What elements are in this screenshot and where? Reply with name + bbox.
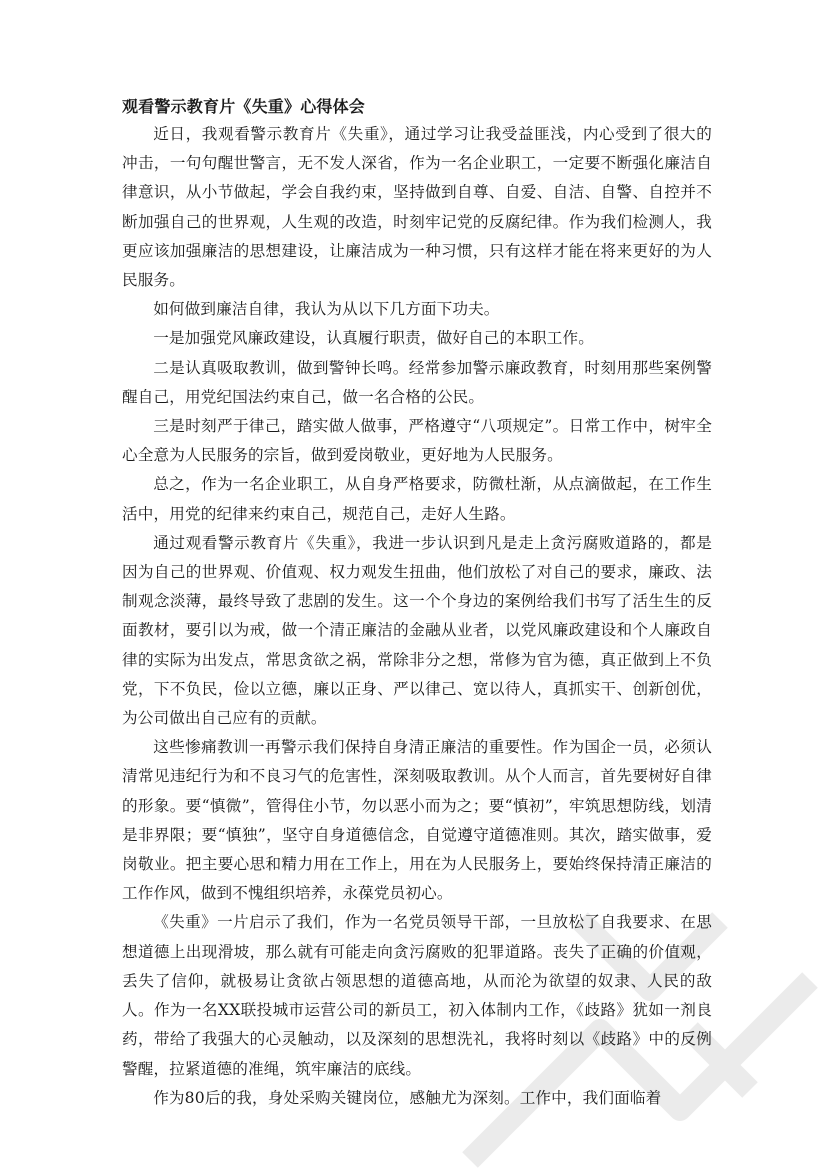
paragraph-6: 总之，作为一名企业职工，从自身严格要求，防微杜渐，从点滴做起，在工作生活中，用党的纪律来约束自己，规范自己，走好人生路。 — [122, 475, 712, 523]
document-body — [122, 94, 712, 1113]
document-title: 观看警示教育片《失重》心得体会 — [122, 97, 366, 116]
paragraph-10: 作为80后的我，身处采购关键岗位，感触尤为深刻。工作中，我们面临着 — [153, 1088, 662, 1107]
paragraph-5: 三是时刻严于律己，踏实做人做事，严格遵守“八项规定”。日常工作中，树牢全心全意为人民服务的宗旨，做到爱岗敬业，更好地为人民服务。 — [122, 417, 712, 465]
paragraph-9: 《失重》一片启示了我们，作为一名党员领导干部，一旦放松了自我要求、在思想道德上出现滑坡，那么就有可能走向贪污腐败的犯罪道路。丧失了正确的价值观，丢失了信仰，就极易让贪欲占领思想的道德高地，从而沦为欲望的奴隶、人民的敌人。作为一名XX联投城市运营公司的新员工，初入体制内工作，《歧路》犹如一剂良药，带给了我强大的心灵触动，以及深刻的思想洗礼，我将时刻以《歧路》中的反例警醒，拉紧道德的准绳，筑牢廉洁的底线。 — [122, 913, 712, 1078]
paragraph-3: 一是加强党风廉政建设，认真履行职责，做好自己的本职工作。 — [153, 329, 595, 348]
paragraph-4: 二是认真吸取教训，做到警钟长鸣。经常参加警示廉政教育，时刻用那些案例警醒自己，用党纪国法约束自己，做一名合格的公民。 — [122, 358, 712, 406]
paragraph-1: 近日，我观看警示教育片《失重》，通过学习让我受益匪浅，内心受到了很大的冲击，一句句醒世警言，无不发人深省，作为一名企业职工，一定要不断强化廉洁自律意识，从小节做起，学会自我约束，坚持做到自尊、自爱、自洁、自警、自控并不断加强自己的世界观，人生观的改造，时刻牢记党的反腐纪律。作为我们检测人，我更应该加强廉洁的思想建设，让廉洁成为一种习惯，只有这样才能在将来更好的为人民服务。 — [122, 125, 712, 290]
paragraph-8: 这些惨痛教训一再警示我们保持自身清正廉洁的重要性。作为国企一员，必须认清常见违纪行为和不良习气的危害性，深刻吸取教训。从个人而言，首先要树好自律的形象。要“慎微”，管得住小节，勿以恶小而为之；要“慎初”，牢筑思想防线，划清是非界限；要“慎独”，坚守自身道德信念，自觉遵守道德准则。其次，踏实做事，爱岗敬业。把主要心思和精力用在工作上，用在为人民服务上，要始终保持清正廉洁的工作作风，做到不愧组织培养，永葆党员初心。 — [122, 738, 712, 903]
paragraph-2: 如何做到廉洁自律，我认为从以下几方面下功夫。 — [153, 300, 500, 319]
paragraph-7: 通过观看警示教育片《失重》，我进一步认识到凡是走上贪污腐败道路的，都是因为自己的世界观、价值观、权力观发生扭曲，他们放松了对自己的要求，廉政、法制观念淡薄，最终导致了悲剧的发生。这一个个身边的案例给我们书写了活生生的反面教材，要引以为戒，做一个清正廉洁的金融从业者，以党风廉政建设和个人廉政自律的实际为出发点，常思贪欲之祸，常除非分之想，常修为官为德，真正做到上不负党，下不负民，俭以立德，廉以正身、严以律己、宽以待人，真抓实干、创新创优，为公司做出自己应有的贡献。 — [122, 533, 712, 728]
